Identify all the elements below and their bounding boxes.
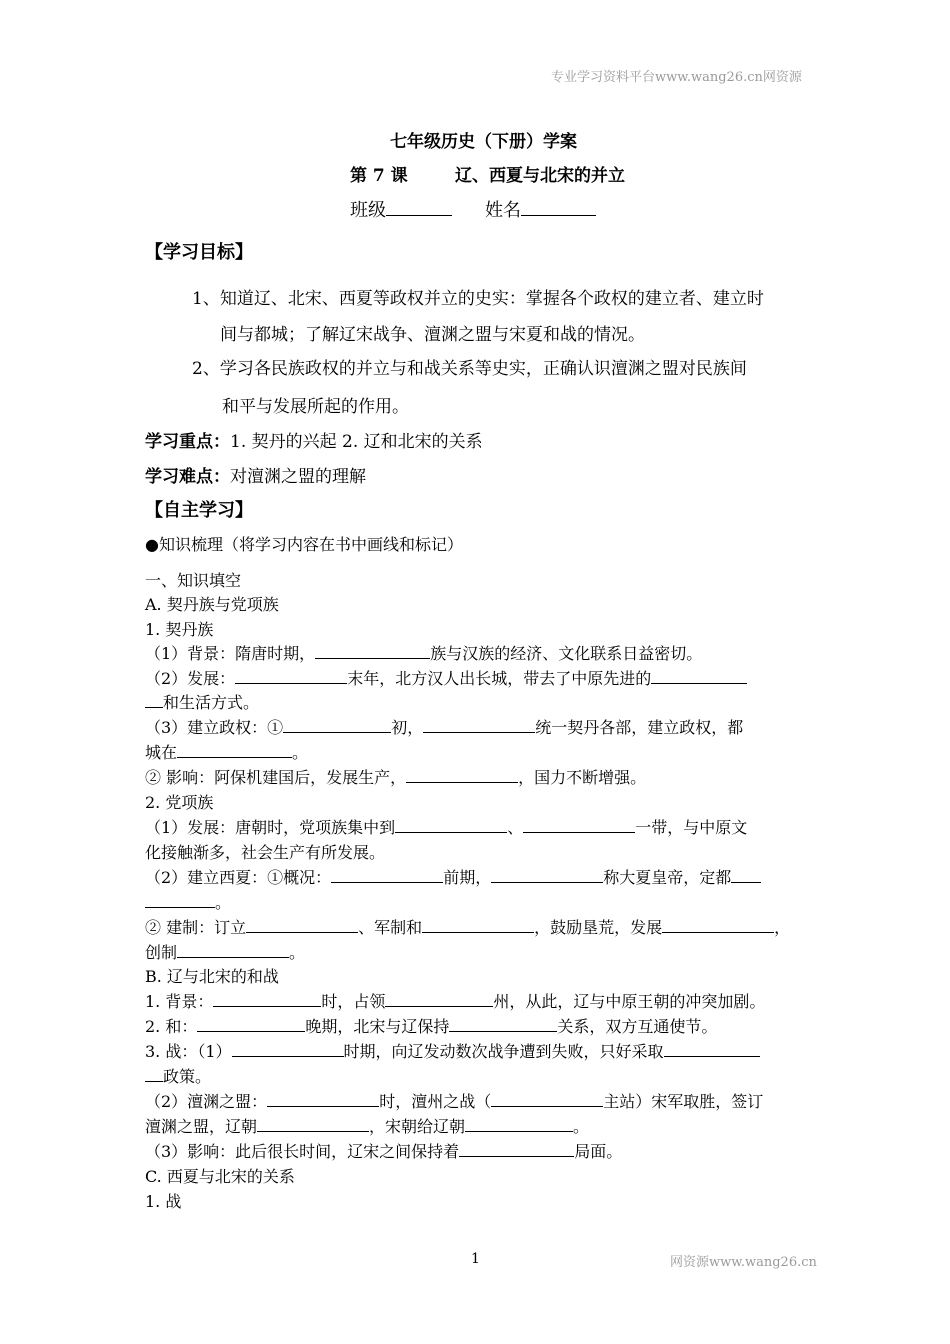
fill-blank[interactable]: [664, 1039, 760, 1057]
class-label: 班级: [350, 200, 386, 221]
class-field: [350, 196, 452, 222]
knowledge-sort: ●知识梳理（将学习内容在书中画线和标记）: [145, 535, 463, 554]
fill-blank[interactable]: [145, 890, 215, 908]
difficult-points: [145, 462, 366, 487]
xixia-war-heading: 1. 战: [145, 1192, 182, 1211]
goal-1-line-2: 间与都城；了解辽宋战争、澶渊之盟与宋夏和战的情况。: [220, 325, 645, 345]
text: 3. 战：（1）: [145, 1042, 232, 1061]
liao-background: [145, 989, 765, 1012]
text: （2）澶渊之盟：: [145, 1092, 268, 1111]
document-title: 七年级历史（下册）学案: [390, 132, 577, 152]
fill-blank[interactable]: [385, 989, 493, 1007]
fill-blank[interactable]: [177, 940, 289, 958]
text: 2. 和：: [145, 1017, 198, 1036]
text: 。: [573, 1117, 590, 1136]
text: 。: [292, 743, 309, 762]
difficult-text: 对澶渊之盟的理解: [230, 467, 366, 487]
fill-blank[interactable]: [177, 740, 292, 758]
fill-blank[interactable]: [662, 915, 774, 933]
xixia-overview: [145, 865, 761, 888]
difficult-label: 学习难点：: [145, 467, 230, 487]
xixia-institutions-cont: [145, 940, 305, 963]
khitan-background: [145, 641, 702, 664]
fill-blank[interactable]: [232, 1039, 344, 1057]
khitan-regime: [145, 715, 743, 738]
chanyuan-impact: [145, 1139, 622, 1162]
chanyuan-treaty: [145, 1089, 763, 1112]
text: 和生活方式。: [163, 693, 260, 712]
fill-blank[interactable]: [523, 815, 635, 833]
liao-war: [145, 1039, 760, 1062]
text: ，国力不断增强。: [518, 768, 647, 787]
text: 创制: [145, 943, 178, 962]
text: 时，澶州之战（: [379, 1092, 492, 1111]
fill-blank[interactable]: [449, 1014, 557, 1032]
khitan-impact: [145, 765, 646, 788]
text: ② 建制：订立: [145, 918, 247, 937]
watermark-bottom: 网资源www.wang26.cn: [670, 1255, 817, 1270]
chanyuan-treaty-cont: [145, 1114, 589, 1137]
fill-blank[interactable]: [423, 715, 535, 733]
text: 城在: [145, 743, 178, 762]
key-text: 1. 契丹的兴起 2. 辽和北宋的关系: [230, 432, 483, 452]
text: 统一契丹各部，建立政权，都: [535, 718, 744, 737]
text: 。: [215, 893, 232, 912]
text: 族与汉族的经济、文化联系日益密切。: [430, 644, 703, 663]
name-field: [485, 196, 596, 222]
text: 主站）宋军取胜，签订: [603, 1092, 764, 1111]
text: 时，占领: [321, 992, 386, 1011]
text: 局面。: [574, 1142, 623, 1161]
page-number: 1: [471, 1251, 480, 1267]
khitan-heading: 1. 契丹族: [145, 620, 214, 639]
fill-blank[interactable]: [459, 1139, 574, 1157]
fill-blank[interactable]: [651, 666, 747, 684]
khitan-regime-cont: [145, 740, 308, 763]
section-a-heading: A. 契丹族与党项族: [145, 595, 279, 614]
fill-blank[interactable]: [491, 865, 603, 883]
lesson-title: 辽、西夏与北宋的并立: [455, 166, 625, 186]
text: 末年，北方汉人出长城，带去了中原先进的: [347, 669, 652, 688]
xixia-overview-cont: [145, 890, 231, 913]
text: ② 影响：阿保机建国后，发展生产，: [145, 768, 407, 787]
fill-blank[interactable]: [731, 865, 761, 883]
fill-blank[interactable]: [315, 641, 430, 659]
text: （3）影响：此后很长时间，辽宋之间保持着: [145, 1142, 460, 1161]
fill-blank[interactable]: [145, 1064, 163, 1082]
text: 州，从此，辽与中原王朝的冲突加剧。: [493, 992, 766, 1011]
text: 政策。: [163, 1067, 212, 1086]
dangxiang-development: [145, 815, 747, 838]
goal-2-line-1: 2、学习各民族政权的并立与和战关系等史实，正确认识澶渊之盟对民族间: [192, 359, 747, 379]
goal-2-line-2: 和平与发展所起的作用。: [222, 397, 409, 417]
text: ，: [774, 918, 791, 937]
fill-blank[interactable]: [422, 915, 534, 933]
fill-blank[interactable]: [197, 1014, 305, 1032]
text: （2）发展：: [145, 669, 236, 688]
fill-blank[interactable]: [491, 1089, 603, 1107]
xixia-institutions: [145, 915, 790, 938]
text: 前期，: [443, 868, 492, 887]
text: （3）建立政权：①: [145, 718, 284, 737]
fill-blank[interactable]: [283, 715, 391, 733]
khitan-development: [145, 666, 747, 689]
fill-blank[interactable]: [257, 1114, 369, 1132]
liao-war-cont: [145, 1064, 211, 1087]
text: 关系，双方互通使节。: [557, 1017, 718, 1036]
text: 称大夏皇帝，定都: [603, 868, 732, 887]
text: （1）发展：唐朝时，党项族集中到: [145, 818, 396, 837]
text: 、军制和: [358, 918, 423, 937]
key-label: 学习重点：: [145, 432, 230, 452]
text: 初，: [391, 718, 424, 737]
text: ，鼓励垦荒，发展: [534, 918, 663, 937]
text: 时期，向辽发动数次战争遭到失败，只好采取: [343, 1042, 664, 1061]
text: 、: [507, 818, 524, 837]
fill-blank[interactable]: [331, 865, 443, 883]
section-c-heading: C. 西夏与北宋的关系: [145, 1167, 295, 1186]
fill-blank[interactable]: [246, 915, 358, 933]
liao-peace: [145, 1014, 717, 1037]
dangxiang-heading: 2. 党项族: [145, 793, 214, 812]
text: 晚期，北宋与辽保持: [305, 1017, 450, 1036]
khitan-development-cont: [145, 690, 259, 713]
dangxiang-development-cont: 化接触渐多，社会生产有所发展。: [145, 843, 386, 862]
watermark-top: 专业学习资料平台www.wang26.cn网资源: [551, 70, 802, 85]
fill-blank[interactable]: [406, 765, 518, 783]
self-study-heading: 【自主学习】: [145, 500, 253, 521]
fill-blank[interactable]: [213, 989, 321, 1007]
fill-blank[interactable]: [395, 815, 507, 833]
text: ，宋朝给辽朝: [369, 1117, 466, 1136]
fill-blank[interactable]: [145, 690, 163, 708]
fill-blank[interactable]: [235, 666, 347, 684]
fill-blank[interactable]: [267, 1089, 379, 1107]
section-b-heading: B. 辽与北宋的和战: [145, 967, 279, 986]
fill-heading: 一、知识填空: [145, 571, 242, 590]
text: 。: [289, 943, 306, 962]
lesson-number: 第 7 课: [350, 166, 408, 186]
key-points: [145, 427, 483, 452]
text: （1）背景：隋唐时期，: [145, 644, 316, 663]
text: 1. 背景：: [145, 992, 214, 1011]
text: 一带，与中原文: [635, 818, 748, 837]
text: （2）建立西夏：①概况：: [145, 868, 332, 887]
name-label: 姓名: [485, 200, 521, 221]
fill-blank[interactable]: [465, 1114, 573, 1132]
goal-1-line-1: 1、知道辽、北宋、西夏等政权并立的史实：掌握各个政权的建立者、建立时: [192, 289, 764, 309]
text: 澶渊之盟，辽朝: [145, 1117, 258, 1136]
goals-heading: 【学习目标】: [145, 242, 253, 263]
